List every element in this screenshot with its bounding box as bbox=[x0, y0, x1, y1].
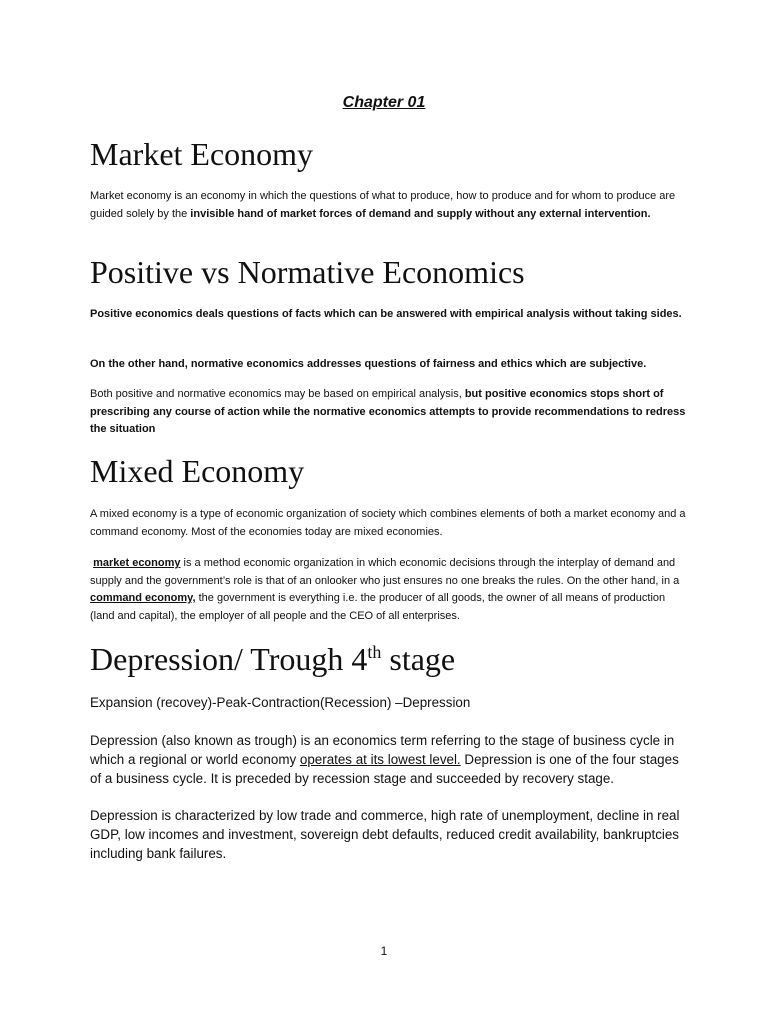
paragraph-text: Depression is one of the four stages of a business cycle. It is preceded by recession stage and succeeded by recovery stage. bbox=[90, 751, 679, 786]
paragraph-normative bbox=[90, 356, 690, 374]
heading-mixed-economy: Mixed Economy bbox=[90, 453, 305, 489]
heading-depression: Depression/ Trough 4th stage bbox=[90, 641, 456, 677]
bold-text: but positive economics stops short of prescribing any course of action while the normative economics attempts to provide recommendations to redress the situation bbox=[90, 388, 686, 435]
chapter-title: Chapter 01 bbox=[342, 94, 426, 111]
paragraph-text: is a method economic organization in which economic decisions through the interplay of demand and supply and the government’s role is that of an onlooker who just ensures no one breaks the rules. On the other hand, in a bbox=[90, 557, 680, 587]
paragraph-positive bbox=[90, 306, 690, 324]
paragraph-positive-normative-compare bbox=[90, 386, 690, 439]
page-number: 1 bbox=[380, 944, 388, 958]
term-market-economy: market economy bbox=[93, 557, 181, 569]
paragraph-business-cycle: Expansion (recovey)-Peak-Contraction(Recession) –Depression bbox=[90, 695, 471, 710]
bold-text: On the other hand, normative economics addresses questions of fairness and ethics which are subjective. bbox=[90, 358, 647, 370]
paragraph-mixed-economy: A mixed economy is a type of economic organization of society which combines elements of both a market economy and a command economy. Most of the economies today are mixed economies. bbox=[90, 508, 686, 538]
paragraph-market-vs-command bbox=[90, 555, 690, 625]
underlined-text: operates at its lowest level. bbox=[299, 751, 461, 767]
paragraph-text: Both positive and normative economics may be based on empirical analysis, bbox=[90, 388, 465, 400]
paragraph-text: the government is everything i.e. the producer of all goods, the owner of all means of production (land and capital), the employer of all people and the CEO of all enterprises. bbox=[90, 592, 666, 622]
heading-positive-normative: Positive vs Normative Economics bbox=[90, 254, 525, 290]
paragraph-market-economy bbox=[90, 188, 690, 223]
term-command-economy: command economy, bbox=[90, 592, 196, 604]
paragraph-depression-definition bbox=[90, 732, 680, 788]
bold-text: Positive economics deals questions of facts which can be answered with empirical analysis without taking sides. bbox=[90, 308, 682, 320]
heading-market-economy: Market Economy bbox=[90, 136, 314, 172]
paragraph-depression-characteristics: Depression is characterized by low trade and commerce, high rate of unemployment, decline in real GDP, low incomes and investment, sovereign debt defaults, reduced credit availability, bankruptcies including bank failures. bbox=[90, 808, 680, 861]
paragraph-text: Depression (also known as trough) is an economics term referring to the stage of business cycle in which a regional or world economy bbox=[90, 733, 675, 767]
paragraph-text: Market economy is an economy in which the questions of what to produce, how to produce and for whom to produce are guided solely by the bbox=[90, 190, 676, 220]
superscript: th bbox=[367, 642, 382, 662]
bold-text: invisible hand of market forces of demand and supply without any external intervention. bbox=[190, 207, 651, 220]
